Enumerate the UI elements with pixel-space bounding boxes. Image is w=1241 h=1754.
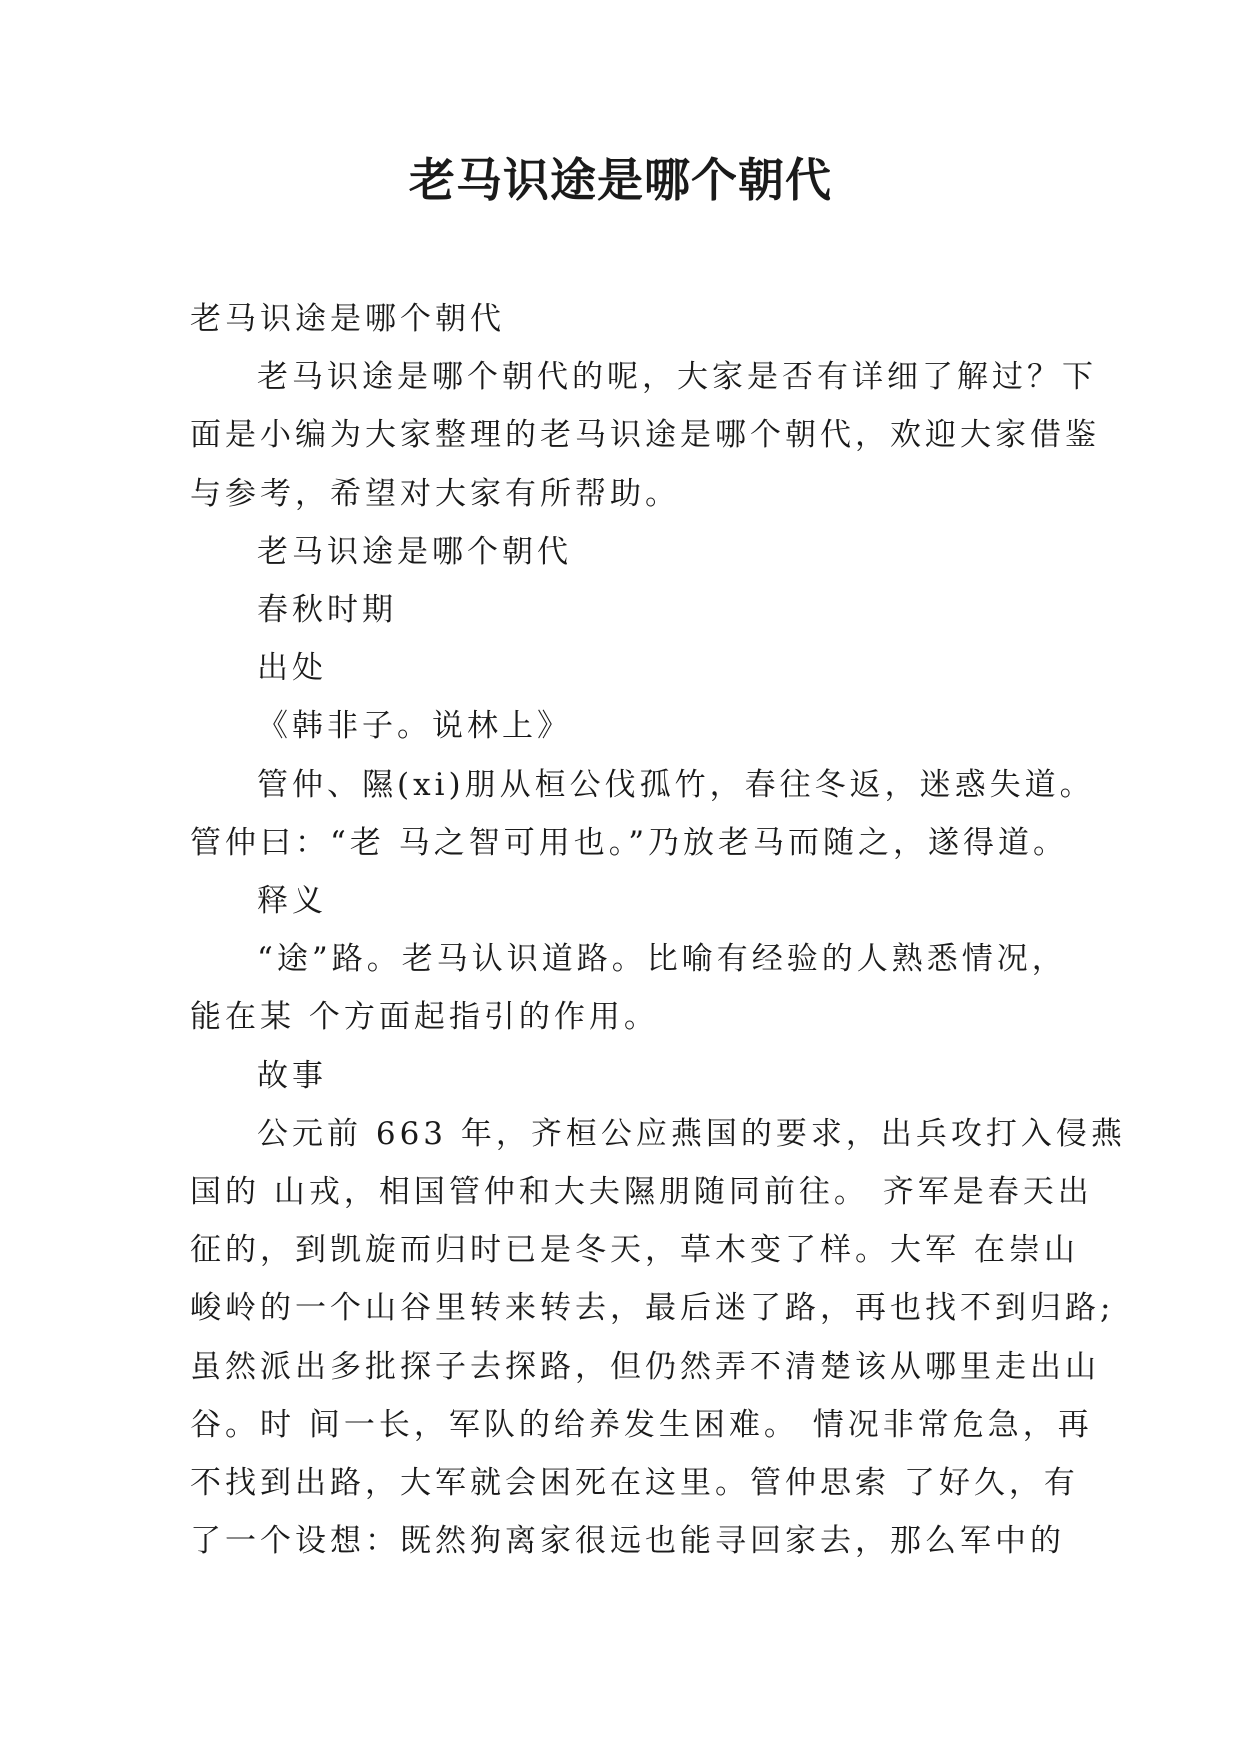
source-line: 《韩非子。说林上》 <box>257 708 572 745</box>
paragraph-line: 征的，到凯旋而归时已是冬天，草木变了样。大军 在崇山 <box>190 1232 1079 1269</box>
paragraph-line: 峻岭的一个山谷里转来转去，最后迷了路，再也找不到归路; <box>190 1290 1115 1327</box>
paragraph-line: 公元前 663 年，齐桓公应燕国的要求，出兵攻打入侵燕 <box>257 1115 1126 1152</box>
section-heading: 释义 <box>257 883 327 920</box>
paragraph-line: 国的 山戎，相国管仲和大夫隰朋随同前往。 齐军是春天出 <box>190 1174 1093 1211</box>
paragraph-line: 虽然派出多批探子去探路，但仍然弄不清楚该从哪里走出山 <box>190 1348 1100 1385</box>
paragraph-line: 管仲曰：“老 马之智可用也。”乃放老马而随之，遂得道。 <box>190 824 1069 861</box>
paragraph-line: 不找到出路，大军就会困死在这里。管仲思索 了好久，有 <box>190 1465 1079 1502</box>
document-title: 老马识途是哪个朝代 <box>409 153 832 207</box>
document-body <box>190 290 1126 1570</box>
paragraph-line: 能在某 个方面起指引的作用。 <box>190 999 659 1036</box>
section-heading: 春秋时期 <box>257 592 397 629</box>
paragraph-line: 面是小编为大家整理的老马识途是哪个朝代，欢迎大家借鉴 <box>190 417 1100 454</box>
paragraph-line: 了一个设想：既然狗离家很远也能寻回家去，那么军中的 <box>190 1523 1065 1560</box>
paragraph-line: 与参考，希望对大家有所帮助。 <box>190 475 680 512</box>
section-heading: 老马识途是哪个朝代 <box>257 533 572 570</box>
paragraph-line: 老马识途是哪个朝代的呢，大家是否有详细了解过？下 <box>257 359 1097 396</box>
paragraph-line: 谷。时 间一长，军队的给养发生困难。 情况非常危急，再 <box>190 1406 1093 1443</box>
section-heading: 故事 <box>257 1057 327 1094</box>
subtitle-line: 老马识途是哪个朝代 <box>190 301 505 337</box>
paragraph-line: 管仲、隰(xi)朋从桓公伐孤竹，春往冬返，迷惑失道。 <box>257 766 1095 803</box>
section-heading: 出处 <box>257 650 327 687</box>
paragraph-line: “途”路。老马认识道路。比喻有经验的人熟悉情况， <box>257 941 1067 978</box>
